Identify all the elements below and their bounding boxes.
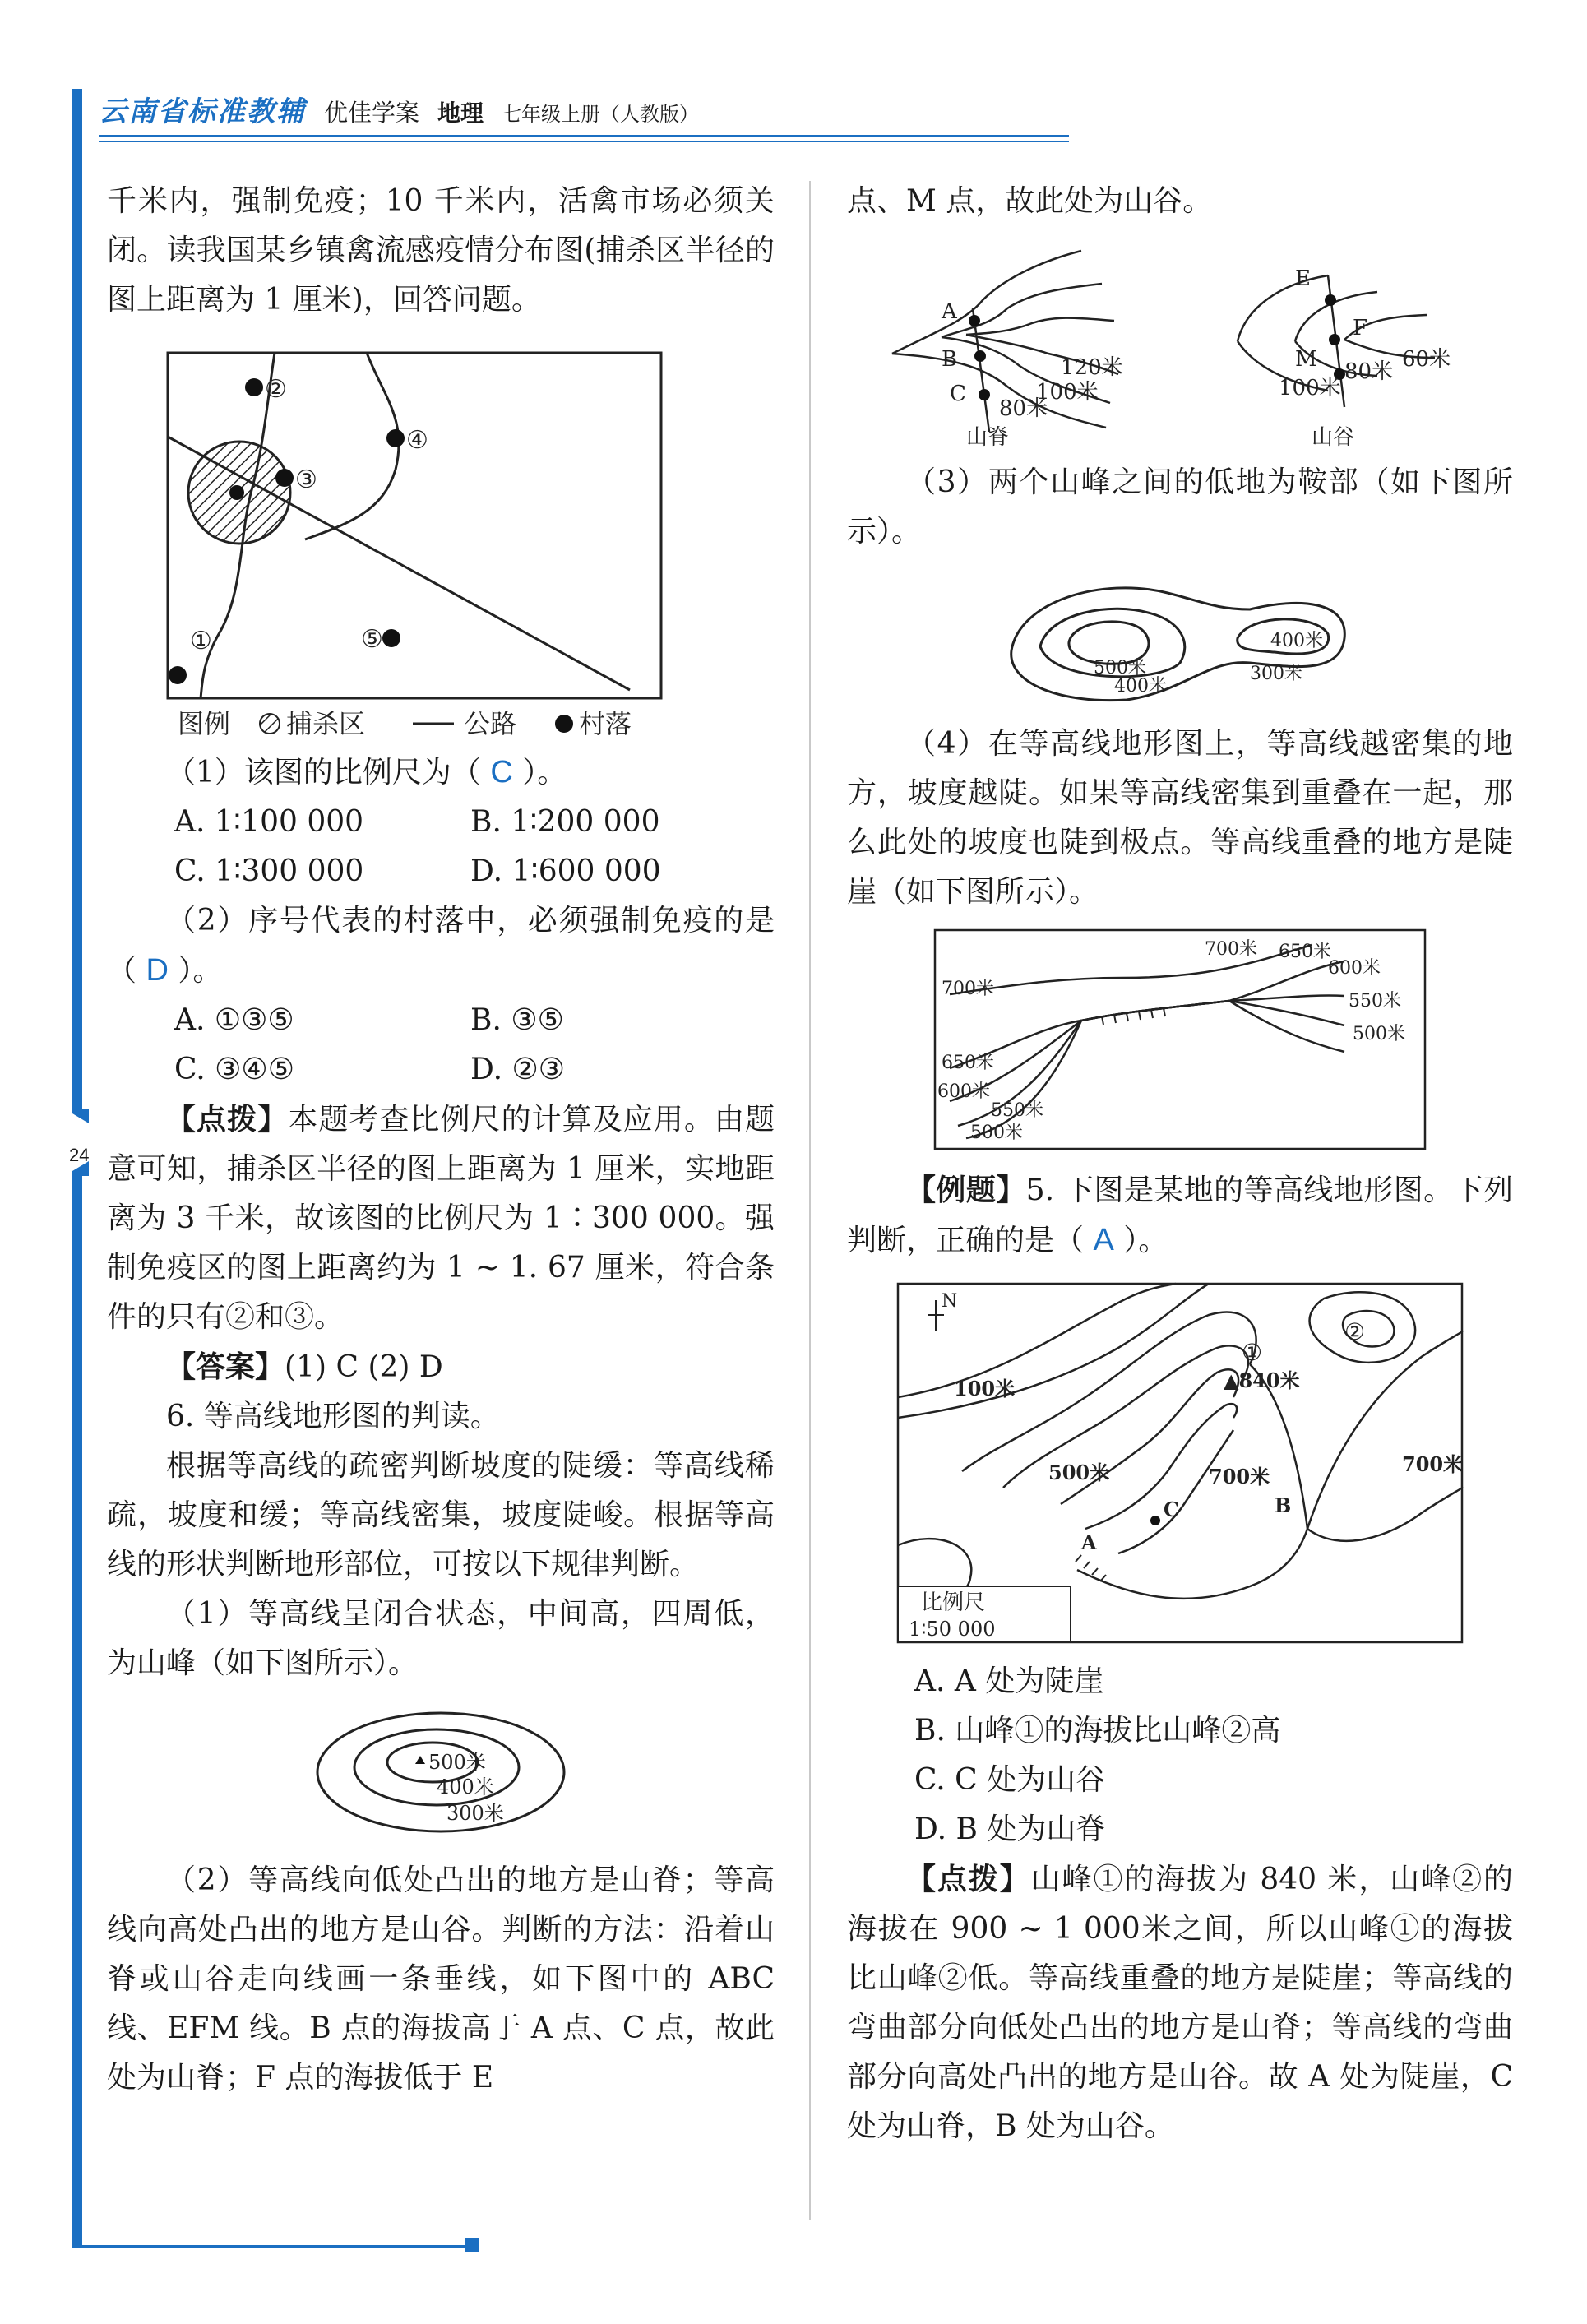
q2-option-c: C. ③④⑤	[174, 1053, 294, 1086]
q2-options	[107, 996, 775, 1095]
section-6-para-2: （1）等高线呈闭合状态，中间高，四周低，为山峰（如下图所示）。	[107, 1597, 775, 1680]
saddle-diagram	[1003, 568, 1357, 708]
subject-label: 地理	[437, 100, 484, 127]
legend-title: 图例	[178, 708, 231, 739]
ridge-label-100: 100米	[1036, 380, 1099, 405]
para-cliff: （4）在等高线地形图上，等高线越密集的地方，坡度越陡。如果等高线密集到重叠在一起，那么此处的坡度也陡到极点。等高线重叠的地方是陡崖（如下图所示）。	[847, 727, 1513, 909]
valley-label-e: E	[1295, 266, 1311, 291]
left-column	[107, 177, 775, 2103]
right-column	[847, 177, 1513, 2151]
footer-bar	[72, 2245, 474, 2248]
q2-answer: D	[146, 953, 169, 988]
sidebar-bar-top	[72, 89, 82, 1109]
valley-caption: 山谷	[1312, 425, 1355, 448]
answer-tag: 【答案】	[166, 1349, 285, 1384]
question-2	[107, 896, 775, 996]
brand-title: 云南省标准教辅	[99, 95, 306, 128]
valley-label-80: 80米	[1344, 359, 1394, 384]
village-1-dot	[169, 666, 187, 684]
cliff-label-550-left: 550米	[991, 1100, 1043, 1121]
answer-text: (1) C (2) D	[285, 1350, 443, 1384]
ridge-caption: 山脊	[966, 425, 1010, 448]
peak-diagram	[305, 1697, 576, 1845]
topo-label-700-right: 700米	[1402, 1452, 1464, 1476]
village-5-label: ⑤	[361, 625, 383, 654]
question-1	[107, 748, 775, 798]
example-option-a: A. A 处为陡崖	[914, 1664, 1104, 1698]
answer-line	[107, 1342, 775, 1392]
page-number: 24	[69, 1145, 90, 1165]
cliff-label-600-right: 600米	[1328, 958, 1381, 979]
tip-text: 本题考查比例尺的计算及应用。由题意可知，捕杀区半径的图上距离为 1 厘米，实地距离为 3 千米，故该图的比例尺为 1∶300 000。强制免疫区的图上距离约为 1 ~ 1. 67 厘米，符合条件的只有②和③。	[107, 1103, 775, 1334]
example-text: 5. 下图是某地的等高线地形图。下列判断，正确的是（	[847, 1174, 1513, 1257]
section-6-para-3: （2）等高线向低处凸出的地方是山脊；等高线向高处凸出的地方是山谷。判断的方法：沿着山脊或山谷走向线画一条垂线，如下图中的 ABC 线、EFM 线。B 点的海拔高于 A 点、C 点，故此处为山脊；F 点的海拔低于 E	[107, 1863, 775, 2095]
cliff-label-650-left: 650米	[942, 1053, 994, 1073]
q1-options	[107, 798, 775, 896]
series-title: 优佳学案	[324, 99, 420, 127]
ridge-label-a: A	[942, 299, 957, 324]
q1-option-c: C. 1∶300 000	[174, 854, 364, 888]
cliff-label-700-left: 700米	[942, 979, 994, 999]
ridge-label-c: C	[950, 382, 966, 406]
topo-label-840: ▲840米	[1224, 1368, 1300, 1392]
village-2-label: ②	[265, 375, 287, 404]
page-header	[99, 89, 1069, 135]
village-5-dot	[382, 629, 400, 647]
saddle-label-400-right: 400米	[1270, 631, 1323, 651]
cliff-label-650-right: 650米	[1279, 942, 1331, 962]
saddle-label-400-left: 400米	[1114, 676, 1167, 697]
q1-answer: C	[490, 755, 513, 789]
cliff-label-550-right: 550米	[1349, 991, 1401, 1012]
saddle-label-500: 500米	[1094, 658, 1146, 678]
topo-label-500: 500米	[1048, 1461, 1110, 1484]
cliff-label-700-right: 700米	[1205, 939, 1257, 960]
intro-paragraph: 千米内，强制免疫；10 千米内，活禽市场必须关闭。读我国某乡镇禽流感疫情分布图(捕杀区半径的图上距离为 1 厘米)，回答问题。	[107, 184, 775, 317]
example-option-c: C. C 处为山谷	[914, 1763, 1106, 1797]
scale-title: 比例尺	[921, 1590, 986, 1615]
village-2-dot	[245, 378, 263, 396]
cliff-diagram	[933, 928, 1427, 1150]
scale-value: 1∶50 000	[909, 1618, 996, 1641]
legend-village: 村落	[579, 708, 632, 739]
example-tip-text: 山峰①的海拔为 840 米，山峰②的海拔在 900 ~ 1 000米之间，所以山峰①的海拔比山峰②低。等高线重叠的地方是陡崖；等高线的弯曲部分向低处凸出的地方是山脊；等高线的弯曲部分向高处凸出的地方是山谷。故 A 处为陡崖，C 处为山脊，B 处为山谷。	[847, 1863, 1513, 2143]
footer-square	[465, 2238, 479, 2252]
topo-label-100: 100米	[954, 1377, 1016, 1400]
saddle-label-300: 300米	[1250, 664, 1302, 684]
valley-label-f: F	[1353, 316, 1368, 340]
example-question	[847, 1165, 1513, 1266]
topo-label-peak1: ①	[1242, 1339, 1263, 1366]
q2-option-a: A. ①③⑤	[174, 1003, 294, 1037]
sidebar-bar-bottom	[72, 1176, 82, 2245]
q2-text: （2）序号代表的村落中，必须强制免疫的是（	[107, 904, 775, 988]
tip-paragraph	[107, 1095, 775, 1342]
q1-close: ）。	[522, 756, 567, 789]
peak-label-500: 500米	[428, 1751, 486, 1774]
village-3-label: ③	[295, 465, 317, 494]
para-saddle: （3）两个山峰之间的低地为鞍部（如下图所示）。	[847, 465, 1513, 549]
example-tip	[847, 1854, 1513, 2151]
valley-label-60: 60米	[1402, 347, 1451, 372]
ridge-label-120: 120米	[1061, 355, 1123, 380]
section-6-title: 6. 等高线地形图的判读。	[166, 1400, 500, 1433]
epidemic-map	[161, 346, 720, 741]
tip-tag: 【点拨】	[166, 1102, 289, 1137]
village-1-label: ①	[190, 627, 212, 655]
ridge-valley-diagram	[868, 243, 1492, 448]
example-answer: A	[1093, 1223, 1114, 1257]
column-divider	[809, 181, 811, 2220]
header-rule	[99, 135, 1069, 137]
q2-option-b: B. ③⑤	[470, 1003, 564, 1037]
valley-label-m: M	[1295, 347, 1317, 372]
topo-label-peak2: ②	[1344, 1318, 1366, 1345]
ridge-label-b: B	[942, 347, 958, 372]
peak-label-400: 400米	[437, 1775, 494, 1799]
topo-label-c: C	[1164, 1498, 1180, 1521]
legend-road: 公路	[464, 708, 517, 739]
example-close: ）。	[1123, 1224, 1168, 1257]
q2-option-d: D. ②③	[470, 1053, 566, 1086]
q1-option-b: B. 1∶200 000	[470, 805, 660, 839]
q2-close: ）。	[178, 954, 223, 988]
example-tip-tag: 【点拨】	[906, 1862, 1031, 1896]
topo-label-a: A	[1081, 1530, 1097, 1554]
header-rule-thin	[99, 141, 1069, 142]
valley-label-100: 100米	[1279, 376, 1341, 400]
example-option-b: B. 山峰①的海拔比山峰②高	[914, 1714, 1281, 1748]
section-6-para-1: 根据等高线的疏密判断坡度的陡缓：等高线稀疏，坡度和缓；等高线密集，坡度陡峻。根据等高线的形状判断地形部位，可按以下规律判断。	[107, 1449, 775, 1581]
peak-label-300: 300米	[446, 1802, 504, 1825]
topo-map	[896, 1282, 1464, 1644]
example-option-d: D. B 处为山脊	[914, 1812, 1106, 1846]
topo-label-700-center: 700米	[1209, 1465, 1270, 1488]
ridge-label-80: 80米	[999, 396, 1048, 421]
q1-option-d: D. 1∶600 000	[470, 854, 661, 888]
cliff-label-500-left: 500米	[970, 1123, 1023, 1143]
example-tag: 【例题】	[906, 1173, 1026, 1207]
village-3-dot	[275, 469, 294, 487]
grade-label: 七年级上册（人教版）	[502, 103, 700, 126]
cliff-label-500-right: 500米	[1353, 1024, 1405, 1044]
q1-option-a: A. 1∶100 000	[174, 805, 364, 839]
topo-label-b: B	[1275, 1493, 1292, 1517]
example-options	[847, 1657, 1513, 1854]
legend-zone: 捕杀区	[286, 708, 366, 739]
north-label: N	[942, 1291, 958, 1312]
q1-text: （1）该图的比例尺为（	[166, 756, 481, 789]
village-4-label: ④	[406, 426, 428, 455]
continued-text: 点、M 点，故此处为山谷。	[847, 184, 1213, 218]
cliff-label-600-left: 600米	[937, 1081, 990, 1102]
village-4-dot	[386, 429, 405, 447]
